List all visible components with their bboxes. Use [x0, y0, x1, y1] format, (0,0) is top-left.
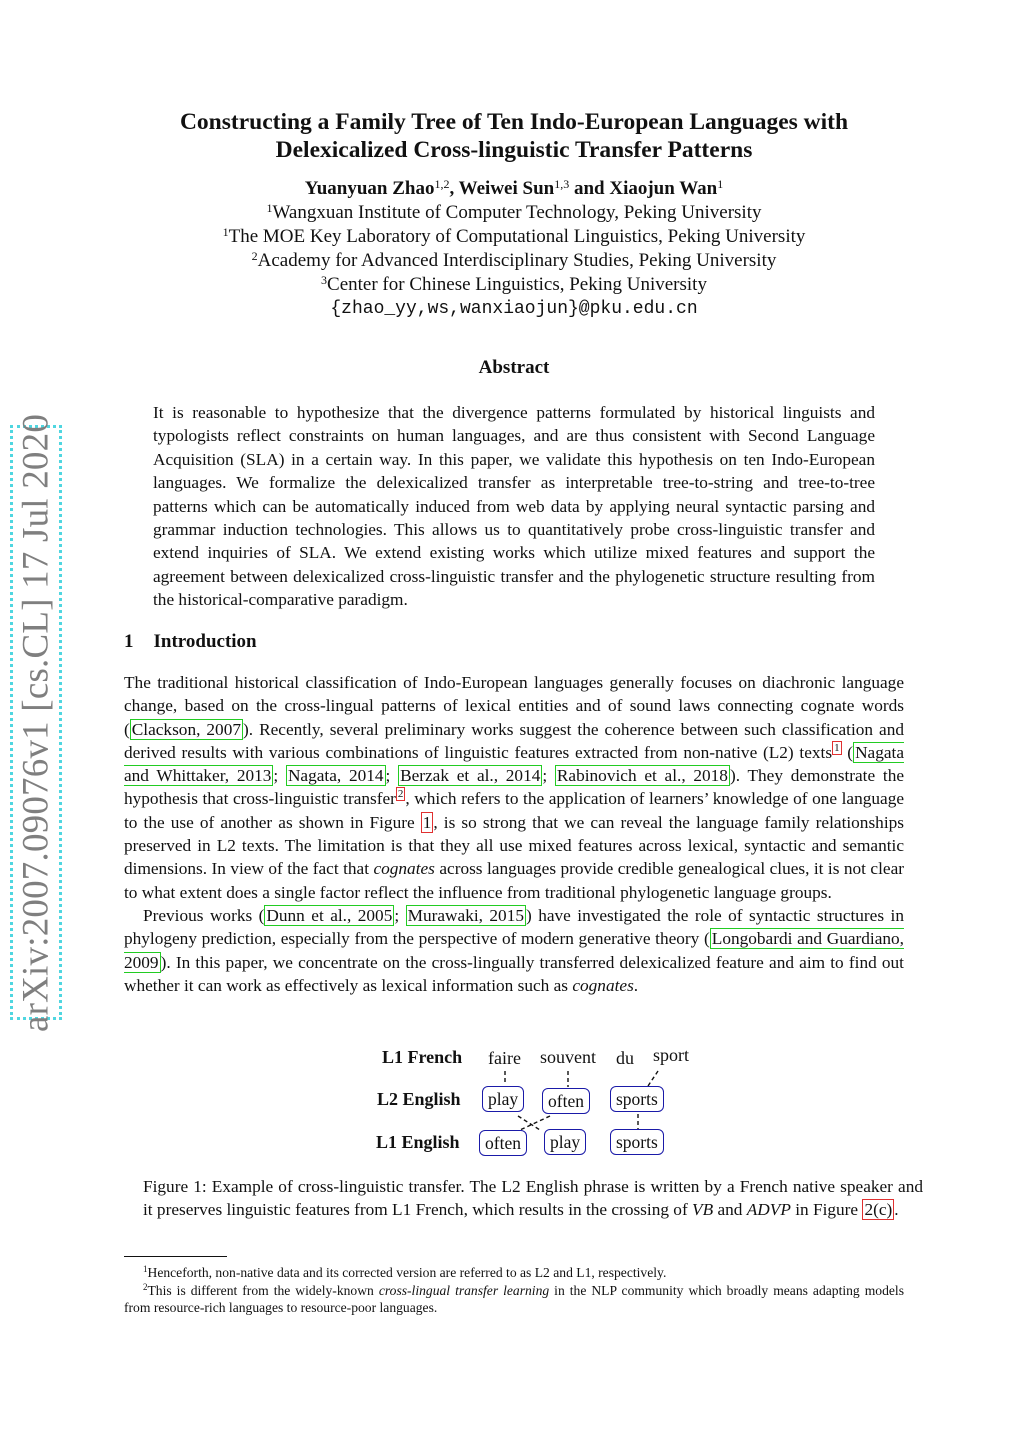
citation-link[interactable]: Nagata, 2014: [287, 766, 384, 786]
arxiv-sidebar: [10, 413, 62, 1032]
alignment-line: [520, 1116, 550, 1130]
footnote-rule: [124, 1256, 227, 1257]
footnote-link[interactable]: 1: [834, 741, 840, 754]
french-word: faire: [488, 1048, 521, 1068]
figure-caption: Figure 1: Example of cross-linguistic transfer. The L2 English phrase is written by a French native speaker and it preserves linguistic features from L1 French, which results in the crossing of VB and ADVP in Figure 2(c) .: [143, 1177, 923, 1220]
l2-word-box: sports: [610, 1086, 664, 1112]
row-label: L2 English: [377, 1089, 461, 1109]
abstract-text: It is reasonable to hypothesize that the divergence patterns formulated by historical linguists and typologists reflect constraints on human languages, and are thus consistent with Second Language Acquisition (SLA) in a certain way. In this paper, we validate this hypothesis on ten Indo-European languages. We formalize the delexicalized transfer as interpretable tree-to-string and tree-to-tree patterns which can be automatically induced from web data by applying neural syntactic parsing and grammar induction technologies. This allows us to quantitatively probe cross-linguistic transfer and extend inquiries of SLA. We extend existing works which utilize mixed features and support the agreement between delexicalized cross-linguistic transfer and the phylogenetic structure resulting from the historical-comparative paradigm.: [153, 403, 875, 610]
author-names: Yuanyuan Zhao$^{1,2}$, Weiwei Sun$^{1,3}$ and Xiaojun Wan$^1$: [304, 177, 724, 199]
author-block: [120, 177, 908, 321]
paper-title: Constructing a Family Tree of Ten Indo-European Languages with Delexicalized Cross-linguistic Transfer Patterns: [179, 109, 849, 163]
french-word: sport: [653, 1045, 689, 1065]
citation-link[interactable]: Clackson, 2007: [131, 719, 241, 739]
figure-link[interactable]: 1: [422, 812, 432, 832]
citation-link[interactable]: Berzak et al., 2014: [400, 766, 541, 786]
citation-link[interactable]: Nagata and Whittaker, 2013: [124, 742, 904, 786]
figure-1: [360, 1040, 700, 1165]
citation-link[interactable]: Longobardi and Guardiano, 2009: [124, 929, 904, 972]
l1-word-box: often: [479, 1130, 527, 1156]
citation-link[interactable]: Dunn et al., 2005: [266, 905, 393, 925]
citation-link[interactable]: Rabinovich et al., 2018: [556, 766, 728, 786]
footnote-link[interactable]: 2: [397, 788, 404, 801]
l1-word-box: sports: [610, 1129, 664, 1155]
footnote: $^1$Henceforth, non-native data and its corrected version are referred to as L2 and L1, respectively.: [143, 1264, 667, 1280]
introduction-body: [124, 671, 904, 997]
french-word: souvent: [540, 1047, 596, 1067]
french-word: du: [616, 1048, 634, 1068]
affiliation: $^3$Center for Chinese Linguistics, Peking University: [321, 273, 707, 295]
affiliation: $^1$Wangxuan Institute of Computer Technology, Peking University: [266, 201, 762, 223]
affiliation: $^2$Academy for Advanced Interdisciplinary Studies, Peking University: [251, 249, 777, 271]
paragraph: The traditional historical classification of Indo-European languages generally focuses on diachronic language change, based on the cross-lingual patterns of lexical entities and of sound laws connecting cognate words ( Clackson, 2007 ). Recently, several preliminary works suggest the coherence between such classification and derived results with various combinations of linguistic features extracted from non-native (L2) texts $^1$ ( Nagata and Whittaker, 2013 ; Nagata, 2014 ; Berzak et al., 2014 ; Rabinovich et al., 2018 ). They demonstrate the hypothesis that cross-linguistic transfer $^2$ , which refers to the application of learners’ knowledge of one language to the use of another as shown in Figure 1 , is so strong that we can reveal the language family relationships preserved in L2 texts. The limitation is that they all use mixed features across lexical, syntactic and semantic dimensions. In view of the fact that cognates across languages provide credible genealogical clues, it is not clear to what extent does a single factor reflect the influence from traditional phylogenetic language groups.: [124, 673, 905, 902]
l1-word-box: play: [544, 1129, 586, 1155]
affiliation: $^1$The MOE Key Laboratory of Computational Linguistics, Peking University: [222, 225, 806, 247]
row-label: L1 French: [382, 1047, 463, 1067]
footnote: $^2$This is different from the widely-known cross-lingual transfer learning in the NLP community which broadly means adapting models from resource-rich languages to resource-poor languages.: [124, 1282, 904, 1315]
l2-word-box: play: [482, 1086, 524, 1112]
figure-link[interactable]: 2(c): [864, 1200, 893, 1220]
abstract-heading: Abstract: [478, 357, 550, 378]
arxiv-id: arXiv:2007.09076v1 [cs.CL] 17 Jul 2020: [15, 413, 57, 1032]
row-label: L1 English: [376, 1132, 460, 1152]
citation-link[interactable]: Murawaki, 2015: [407, 905, 524, 925]
section-heading: 1 Introduction: [124, 631, 257, 652]
alignment-line: [518, 1116, 540, 1130]
l2-word-box: often: [542, 1088, 590, 1114]
alignment-line: [648, 1071, 658, 1086]
paragraph: Previous works ( Dunn et al., 2005 ; Murawaki, 2015 ) have investigated the role of syntactic structures in phylogeny prediction, especially from the perspective of modern generative theory ( Longobardi and Guardiano, 2009 ). In this paper, we concentrate on the cross-lingually transferred delexicalized feature and aim to find out whether it can work as effectively as lexical information such as cognates.: [124, 905, 904, 995]
author-email: {zhao_yy,ws,wanxiaojun}@pku.edu.cn: [330, 299, 698, 319]
